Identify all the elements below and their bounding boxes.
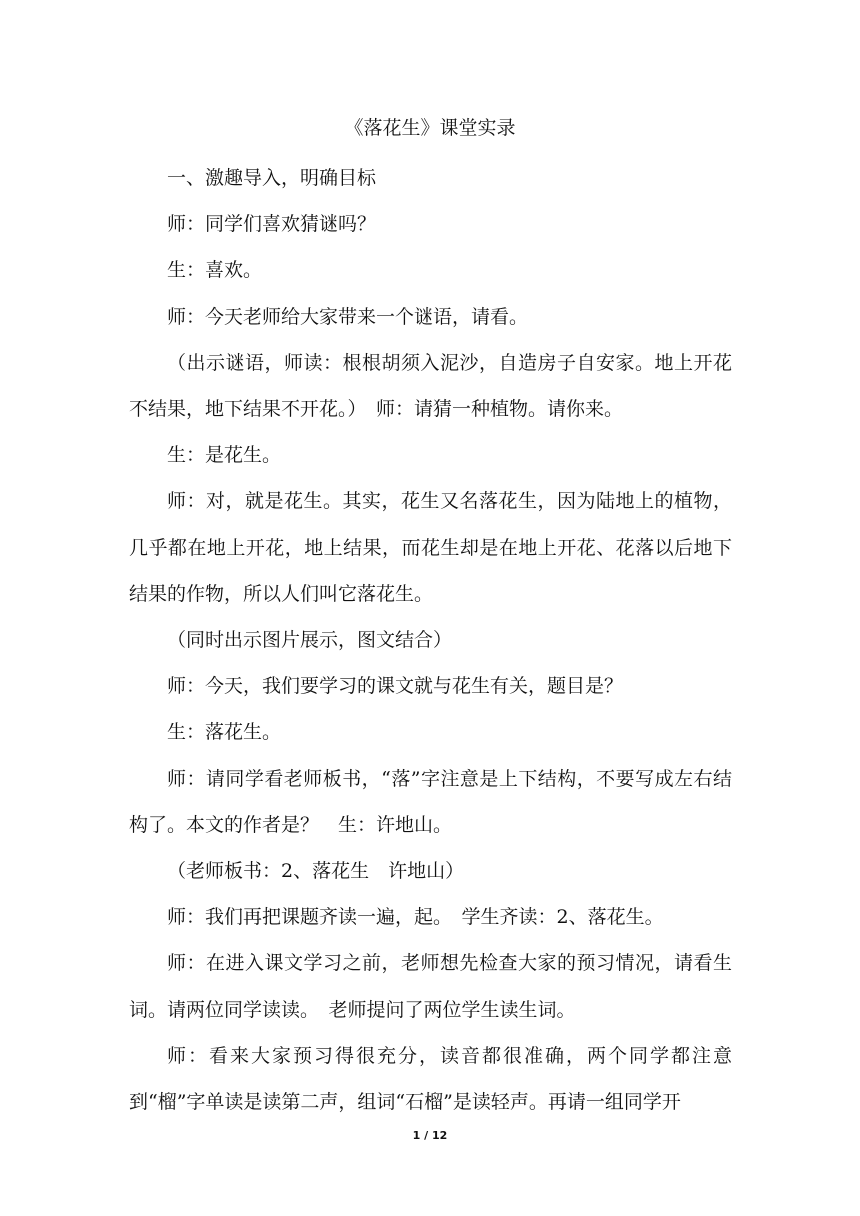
paragraph: 生：是花生。 — [167, 444, 282, 467]
paragraph: 师：在进入课文学习之前，老师想先检查大家的预习情况，请看生词。请两位同学读读。 老师提问了两位学生读生词。 — [129, 952, 732, 1021]
page-number: 1 / 12 — [412, 1129, 448, 1142]
paragraph: 师：今天，我们要学习的课文就与花生有关，题目是？ — [167, 675, 624, 698]
paragraph: 师：同学们喜欢猜谜吗？ — [167, 213, 377, 236]
paragraph-section-heading: 一、激趣导入，明确目标 — [167, 167, 377, 189]
paragraph: 师：今天老师给大家带来一个谜语，请看。 — [167, 305, 529, 328]
paragraph: 师：对，就是花生。其实，花生又名落花生，因为陆地上的植物，几乎都在地上开花，地上结果，而花生却是在地上开花、花落以后地下结果的作物，所以人们叫它落花生。 — [129, 490, 732, 605]
document-title: 《落花生》课堂实录 — [344, 117, 516, 139]
paragraph: （出示谜语，师读：根根胡须入泥沙，自造房子自安家。地上开花不结果，地下结果不开花。） 师：请猜一种植物。请你来。 — [129, 351, 732, 421]
paragraph: 生：喜欢。 — [167, 259, 263, 282]
paragraph: 师：我们再把课题齐读一遍，起。 学生齐读：2、落花生。 — [167, 906, 664, 929]
paragraph: 师：看来大家预习得很充分，读音都很准确，两个同学都注意到“榴”字单读是读第二声，组词“石榴”是读轻声。再请一组同学开 — [129, 1044, 732, 1114]
paragraph: 师：请同学看老师板书，“落”字注意是上下结构，不要写成左右结构了。本文的作者是？ 生：许地山。 — [129, 767, 732, 836]
paragraph: （同时出示图片展示，图文结合） — [167, 629, 453, 652]
paragraph: 生：落花生。 — [167, 721, 282, 744]
paragraph: （老师板书：2、落花生 许地山） — [167, 860, 465, 883]
document-body — [129, 155, 732, 1125]
